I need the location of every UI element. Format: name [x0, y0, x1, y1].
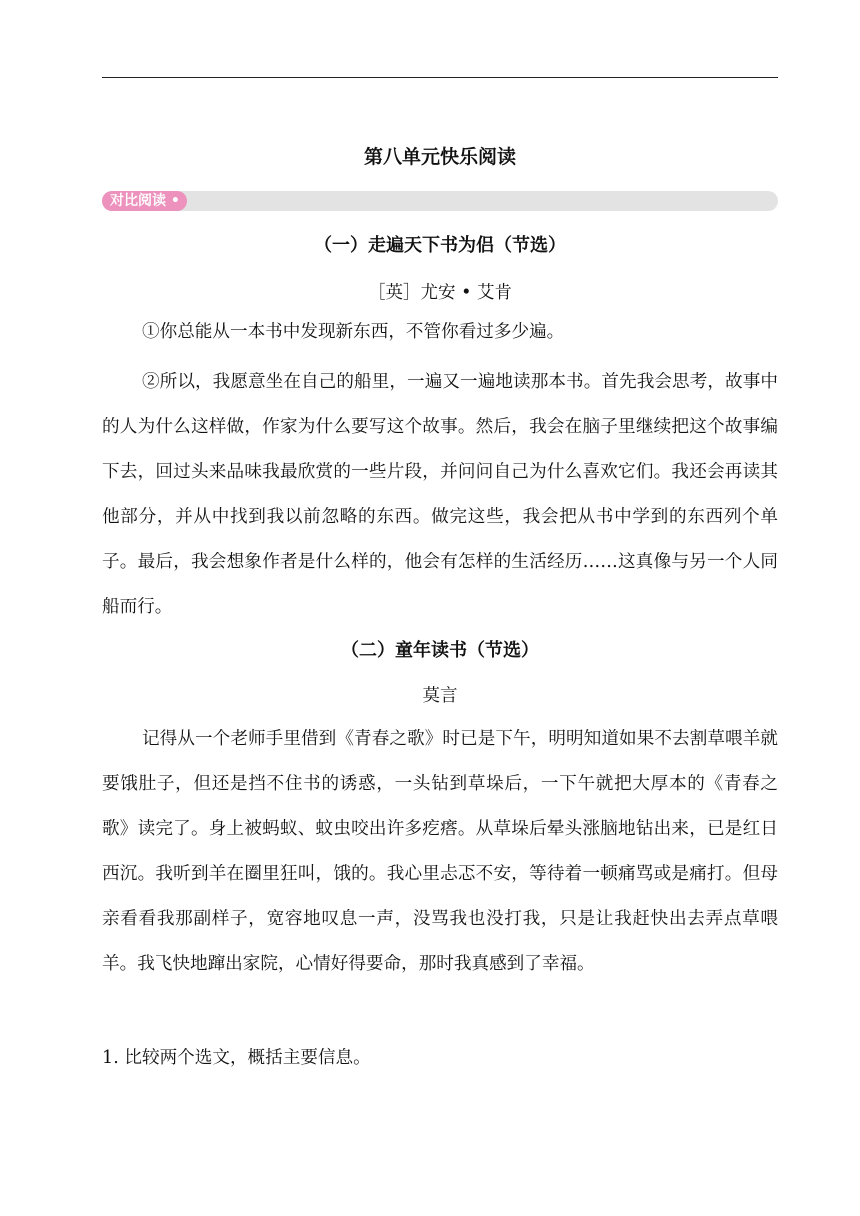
page-title: 第八单元快乐阅读	[363, 146, 516, 168]
section-bar	[102, 191, 778, 211]
question-1: 1. 比较两个选文，概括主要信息。	[102, 1048, 371, 1068]
section-badge: 对比阅读 •	[102, 191, 187, 211]
passage1-heading: （一）走遍天下书为侣（节选）	[314, 235, 566, 256]
passage1-author: ［英］尤安 • 艾肯	[368, 283, 512, 303]
passage2-paragraph-1: 记得从一个老师手里借到《青春之歌》时已是下午，明明知道如果不去割草喂羊就要饿肚子，但还是挡不住书的诱惑，一头钻到草垛后，一下午就把大厚本的《青春之歌》读完了。身上被蚂蚁、蚊虫咬出许多疙瘩。从草垛后晕头涨脑地钻出来，已是红日西沉。我听到羊在圈里狂叫，饿的。我心里忐忑不安，等待着一顿痛骂或是痛打。但母亲看看我那副样子，宽容地叹息一声，没骂我也没打我，只是让我赶快出去弄点草喂羊。我飞快地蹿出家院，心情好得要命，那时我真感到了幸福。	[102, 729, 778, 974]
passage2-author: 莫言	[422, 686, 458, 706]
passage1-paragraph-1: ①你总能从一本书中发现新东西，不管你看过多少遍。	[142, 322, 565, 342]
passage2-heading: （二）童年读书（节选）	[341, 640, 539, 661]
header-rule	[102, 77, 778, 78]
passage1-paragraph-2: ②所以，我愿意坐在自己的船里，一遍又一遍地读那本书。首先我会思考，故事中的人为什么这样做，作家为什么要写这个故事。然后，我会在脑子里继续把这个故事编下去，回过头来品味我最欣赏的一些片段，并问问自己为什么喜欢它们。我还会再读其他部分，并从中找到我以前忽略的东西。做完这些，我会把从书中学到的东西列个单子。最后，我会想象作者是什么样的，他会有怎样的生活经历……这真像与另一个人同船而行。	[102, 372, 778, 617]
